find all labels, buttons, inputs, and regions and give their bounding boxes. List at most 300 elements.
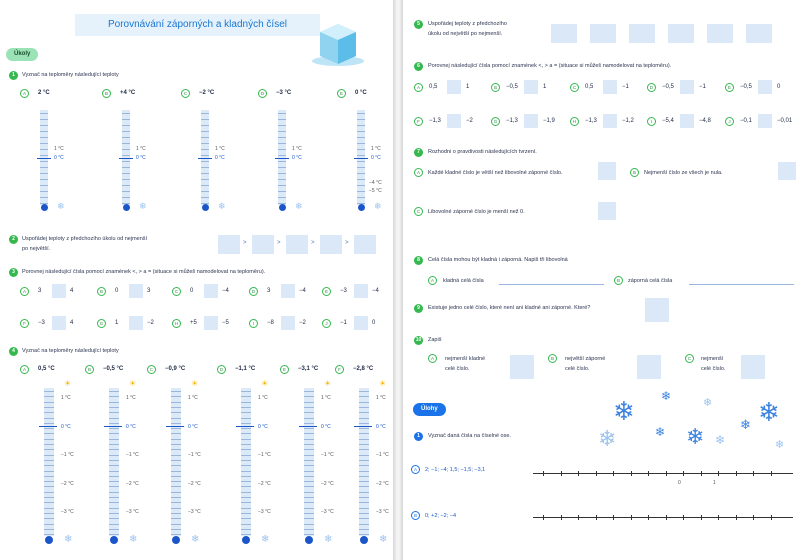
scale-label: 1 °C xyxy=(376,395,386,401)
thermometer-tick xyxy=(109,476,119,477)
compare-number: 0 xyxy=(115,288,119,294)
thermometer-tick xyxy=(278,131,286,132)
thermometer-tick xyxy=(122,143,130,144)
compare-number: −1 xyxy=(699,84,706,90)
thermometer-tick xyxy=(44,492,54,493)
snowflake-icon: ❄ xyxy=(139,201,147,211)
thermometer-tick xyxy=(304,449,314,450)
thermometer-tick xyxy=(40,197,48,198)
thermometer-tick xyxy=(278,143,286,144)
prompt-text: záporná celá čísla xyxy=(628,278,673,284)
temperature-value: −1,1 °C xyxy=(235,366,256,372)
thermometer-tick xyxy=(359,518,369,519)
scale-label: −5 °C xyxy=(369,188,382,194)
thermometer-tick xyxy=(359,508,369,509)
answer-box[interactable] xyxy=(746,24,772,43)
thermometer-tick xyxy=(304,433,314,434)
thermometer-tick xyxy=(359,428,369,429)
thermometer-tick xyxy=(171,508,181,509)
thermometer-tick xyxy=(44,407,54,408)
thermometer-tick xyxy=(109,513,119,514)
thermometer-tick xyxy=(40,143,48,144)
thermometer-tick xyxy=(201,149,209,150)
task-text: Vyznač na teploměry následující teploty xyxy=(22,348,119,354)
thermometer-tick xyxy=(122,131,130,132)
thermometer-tick xyxy=(40,191,48,192)
sign-box[interactable] xyxy=(603,80,617,94)
temperature-value: −0,5 °C xyxy=(103,366,124,372)
thermometer-tick xyxy=(44,518,54,519)
true-false-box[interactable] xyxy=(778,162,796,180)
thermometer-bulb xyxy=(202,204,209,211)
number-line-tick xyxy=(596,515,597,520)
compare-number: −1,3 xyxy=(429,118,441,124)
scale-label: 1 °C xyxy=(371,146,381,152)
sign-box[interactable] xyxy=(281,316,295,330)
snowflake-icon: ❄ xyxy=(379,534,388,545)
number-line-tick xyxy=(683,471,684,476)
option-letter: C xyxy=(685,354,694,363)
thermometer-tick xyxy=(241,396,251,397)
thermometer-tick xyxy=(304,444,314,445)
thermometer-tick xyxy=(359,418,369,419)
thermometer-tick xyxy=(201,125,209,126)
answer-box[interactable] xyxy=(741,355,765,379)
compare-number: −0,01 xyxy=(777,118,793,124)
thermometer-tick xyxy=(109,492,119,493)
thermometer-tick xyxy=(171,497,181,498)
compare-number: −4 xyxy=(222,288,229,294)
thermometer-tick xyxy=(122,197,130,198)
thermometer-tick xyxy=(171,433,181,434)
option-letter: B xyxy=(548,354,557,363)
answer-box[interactable] xyxy=(510,355,534,379)
thermometer-tick xyxy=(171,481,181,482)
task-text: Uspořádej teploty z předchozího xyxy=(428,21,507,27)
scale-label: −3 °C xyxy=(376,509,389,515)
book-gutter xyxy=(393,0,403,560)
compare-number: −0,1 xyxy=(740,118,752,124)
task-text: Porovnej následující čísla pomocí znamének <, > a = (situace si můžeš namodelovat na teploměru). xyxy=(22,269,266,275)
ice-cube-illustration xyxy=(308,16,368,68)
thermometer-tick xyxy=(201,155,209,156)
snowflake-icon: ❄ xyxy=(775,439,785,451)
task-number: 1 xyxy=(414,432,423,441)
thermometer-tick xyxy=(201,119,209,120)
option-letter: F xyxy=(414,117,423,126)
thermometer-tick xyxy=(241,497,251,498)
thermometer-tick xyxy=(109,465,119,466)
scale-label: −1 °C xyxy=(376,452,389,458)
scale-label: −1 °C xyxy=(321,452,334,458)
option-letter: F xyxy=(335,365,344,374)
number-line-tick xyxy=(666,471,667,476)
thermometer-tick xyxy=(109,412,119,413)
scale-label: −2 °C xyxy=(321,481,334,487)
sun-icon: ☀ xyxy=(261,379,269,388)
thermometer-tick xyxy=(109,529,119,530)
thermometer-tick xyxy=(44,497,54,498)
thermometer-tick xyxy=(171,444,181,445)
sign-box[interactable] xyxy=(281,284,295,298)
number-line-tick xyxy=(701,471,702,476)
statement-text: Libovolné záporné číslo je menší než 0. xyxy=(428,209,525,215)
zero-mark xyxy=(39,426,57,427)
thermometer-tick xyxy=(44,534,54,535)
thermometer-tick xyxy=(171,476,181,477)
thermometer-tick xyxy=(359,439,369,440)
scale-label: −3 °C xyxy=(188,509,201,515)
thermometer-tick xyxy=(304,497,314,498)
snowflake-icon: ❄ xyxy=(261,534,270,545)
option-letter: G xyxy=(97,319,106,328)
numbers-text: 2; −1; −4; 1,5; −1,5; −3,1 xyxy=(425,467,486,473)
sign-box[interactable] xyxy=(52,284,66,298)
snowflake-icon: ❄ xyxy=(703,397,713,409)
compare-number: −1 xyxy=(340,320,347,326)
temperature-value: −0,9 °C xyxy=(165,366,186,372)
option-letter: A xyxy=(20,365,29,374)
prompt-text: nejmenší kladné xyxy=(445,356,486,362)
thermometer-tick xyxy=(304,423,314,424)
number-line-axis xyxy=(533,473,793,474)
option-letter: C xyxy=(147,365,156,374)
thermometer-tick xyxy=(171,471,181,472)
scale-label: −3 °C xyxy=(321,509,334,515)
thermometer-tick xyxy=(171,486,181,487)
thermometer-tick xyxy=(278,113,286,114)
scale-label: −4 °C xyxy=(369,180,382,186)
thermometer-tick xyxy=(109,402,119,403)
thermometer-tick xyxy=(304,396,314,397)
sign-box[interactable] xyxy=(680,80,694,94)
temperature-value: −2 °C xyxy=(199,90,215,96)
option-letter: A xyxy=(428,276,437,285)
option-letter: D xyxy=(217,365,226,374)
compare-number: 0,5 xyxy=(585,84,594,90)
thermometer-tick xyxy=(304,529,314,530)
thermometer-tick xyxy=(122,167,130,168)
thermometer-tick xyxy=(171,449,181,450)
thermometer-tick xyxy=(122,179,130,180)
thermometer-tick xyxy=(304,518,314,519)
thermometer-tick xyxy=(40,125,48,126)
answer-box[interactable] xyxy=(668,24,694,43)
answer-box[interactable] xyxy=(551,24,577,43)
thermometer-tick xyxy=(357,137,365,138)
compare-number: −4 xyxy=(299,288,306,294)
thermometer-tick xyxy=(359,529,369,530)
sign-box[interactable] xyxy=(354,284,368,298)
thermometer-tick xyxy=(201,167,209,168)
option-letter: J xyxy=(322,319,331,328)
compare-number: 4 xyxy=(70,288,74,294)
snowflake-icon: ❄ xyxy=(740,417,751,432)
thermometer-tick xyxy=(171,513,181,514)
thermometer-tick xyxy=(109,391,119,392)
sign-box[interactable] xyxy=(354,316,368,330)
answer-line[interactable] xyxy=(689,284,794,285)
thermometer-tick xyxy=(40,167,48,168)
thermometer-tick xyxy=(109,524,119,525)
thermometer-tick xyxy=(44,476,54,477)
thermometer-tick xyxy=(44,508,54,509)
thermometer-tick xyxy=(109,471,119,472)
scale-label: 1 °C xyxy=(215,146,225,152)
task-text: Vyznač na teploměry následující teploty xyxy=(22,72,119,78)
thermometer-tick xyxy=(304,418,314,419)
sign-box[interactable] xyxy=(447,114,461,128)
thermometer-tick xyxy=(241,518,251,519)
thermometer-tick xyxy=(44,471,54,472)
compare-number: 1 xyxy=(466,84,470,90)
scale-label: 0 °C xyxy=(54,155,64,161)
thermometer-tick xyxy=(359,486,369,487)
thermometer-tick xyxy=(241,524,251,525)
task-text: Vyznač daná čísla na číselné ose. xyxy=(428,433,511,439)
answer-box[interactable] xyxy=(590,24,616,43)
thermometer-tick xyxy=(357,125,365,126)
option-letter: D xyxy=(249,287,258,296)
zero-mark xyxy=(275,158,289,159)
sign-box[interactable] xyxy=(204,284,218,298)
thermometer-tick xyxy=(241,402,251,403)
scale-label: 1 °C xyxy=(292,146,302,152)
scale-label: −2 °C xyxy=(61,481,74,487)
thermometer-tick xyxy=(357,179,365,180)
answer-box[interactable] xyxy=(252,235,274,254)
greater-sign: > xyxy=(345,240,349,246)
thermometer-tick xyxy=(44,455,54,456)
answer-line[interactable] xyxy=(499,284,604,285)
option-letter: C xyxy=(172,287,181,296)
thermometer-tick xyxy=(109,444,119,445)
thermometer-tick xyxy=(359,497,369,498)
option-letter: J xyxy=(725,117,734,126)
true-false-box[interactable] xyxy=(598,162,616,180)
thermometer-tick xyxy=(109,497,119,498)
temperature-value: 0,5 °C xyxy=(38,366,55,372)
right-page xyxy=(403,0,800,560)
snowflake-icon: ❄ xyxy=(598,426,617,451)
thermometer-tick xyxy=(171,492,181,493)
thermometer-tick xyxy=(44,433,54,434)
answer-box[interactable] xyxy=(629,24,655,43)
answer-box[interactable] xyxy=(707,24,733,43)
thermometer-tick xyxy=(241,492,251,493)
compare-number: −1,3 xyxy=(585,118,597,124)
thermometer-tick xyxy=(171,402,181,403)
number-line-tick xyxy=(631,515,632,520)
thermometer-tick xyxy=(304,439,314,440)
thermometer-tick xyxy=(359,449,369,450)
compare-number: −1,2 xyxy=(622,118,634,124)
true-false-box[interactable] xyxy=(598,202,616,220)
task-text: Existuje jedno celé číslo, které není ani kladné ani záporné. Které? xyxy=(428,305,591,311)
thermometer-tick xyxy=(241,407,251,408)
thermometer-tick xyxy=(278,179,286,180)
thermometer-bulb xyxy=(110,536,118,544)
thermometer-tick xyxy=(304,524,314,525)
thermometer-tick xyxy=(241,471,251,472)
thermometer-tick xyxy=(359,524,369,525)
zero-mark xyxy=(104,426,122,427)
temperature-value: −3 °C xyxy=(276,90,292,96)
answer-box[interactable] xyxy=(645,298,669,322)
scale-label: −1 °C xyxy=(61,452,74,458)
sign-box[interactable] xyxy=(603,114,617,128)
number-line-tick xyxy=(736,515,737,520)
option-letter: I xyxy=(647,117,656,126)
thermometer-tick xyxy=(109,418,119,419)
compare-number: −1 xyxy=(622,84,629,90)
thermometer-tick xyxy=(122,113,130,114)
snowflake-icon: ❄ xyxy=(191,534,200,545)
thermometer-tick xyxy=(201,113,209,114)
task-text: Zapiš xyxy=(428,337,442,343)
thermometer-tick xyxy=(109,502,119,503)
option-letter: B xyxy=(102,89,111,98)
thermometer-tick xyxy=(241,444,251,445)
zero-mark xyxy=(119,158,133,159)
answer-box[interactable] xyxy=(320,235,342,254)
prompt-text: celé číslo. xyxy=(445,366,470,372)
sign-box[interactable] xyxy=(680,114,694,128)
thermometer-tick xyxy=(278,125,286,126)
number-line-tick xyxy=(613,515,614,520)
thermometer-tick xyxy=(359,433,369,434)
thermometer-tick xyxy=(40,119,48,120)
sign-box[interactable] xyxy=(524,114,538,128)
option-letter: E xyxy=(337,89,346,98)
thermometer-tick xyxy=(122,137,130,138)
thermometer-tick xyxy=(241,486,251,487)
thermometer-tick xyxy=(241,502,251,503)
thermometer-tick xyxy=(241,508,251,509)
greater-sign: > xyxy=(311,240,315,246)
sign-box[interactable] xyxy=(52,316,66,330)
number-line-tick xyxy=(736,471,737,476)
temperature-value: −2,8 °C xyxy=(353,366,374,372)
thermometer-tick xyxy=(357,149,365,150)
thermometer-tick xyxy=(304,407,314,408)
number-line-tick xyxy=(613,471,614,476)
thermometer-tick xyxy=(357,143,365,144)
scale-label: 0 °C xyxy=(376,424,386,430)
task-number: 4 xyxy=(9,347,18,356)
sign-box[interactable] xyxy=(758,114,772,128)
compare-number: −0,5 xyxy=(740,84,752,90)
thermometer-tick xyxy=(357,185,365,186)
compare-number: −2 xyxy=(299,320,306,326)
scale-label: −2 °C xyxy=(258,481,271,487)
option-letter: H xyxy=(570,117,579,126)
option-letter: D xyxy=(647,83,656,92)
ulohy-badge: Úlohy xyxy=(413,403,446,416)
zero-mark xyxy=(198,158,212,159)
answer-box[interactable] xyxy=(354,235,376,254)
number-line-tick xyxy=(578,471,579,476)
thermometer-tick xyxy=(359,412,369,413)
compare-number: −1,9 xyxy=(543,118,555,124)
thermometer-tick xyxy=(122,155,130,156)
thermometer-tick xyxy=(304,402,314,403)
task-text: Celá čísla mohou být kladná i záporná. Napiš tři libovolná xyxy=(428,257,568,263)
snowflake-icon: ❄ xyxy=(613,396,635,426)
sun-icon: ☀ xyxy=(64,379,72,388)
thermometer-bulb xyxy=(360,536,368,544)
thermometer-tick xyxy=(201,143,209,144)
thermometer-tick xyxy=(241,455,251,456)
sign-box[interactable] xyxy=(204,316,218,330)
sign-box[interactable] xyxy=(129,284,143,298)
thermometer-tick xyxy=(201,191,209,192)
thermometer-tick xyxy=(109,518,119,519)
compare-number: +5 xyxy=(190,320,197,326)
thermometer-tick xyxy=(44,529,54,530)
scale-label: 0 °C xyxy=(61,424,71,430)
snowflake-icon: ❄ xyxy=(57,201,65,211)
option-letter: A xyxy=(428,354,437,363)
thermometer-tick xyxy=(359,396,369,397)
temperature-value: 0 °C xyxy=(355,90,367,96)
number-line-tick xyxy=(718,471,719,476)
statement-text: Každé kladné číslo je větší než libovolné záporné číslo. xyxy=(428,170,563,176)
number-line-tick xyxy=(771,515,772,520)
zero-mark xyxy=(299,426,317,427)
option-letter: E xyxy=(280,365,289,374)
sign-box[interactable] xyxy=(447,80,461,94)
thermometer-tick xyxy=(278,137,286,138)
number-line-tick xyxy=(753,515,754,520)
thermometer-tick xyxy=(278,155,286,156)
thermometer-tick xyxy=(359,513,369,514)
answer-box[interactable] xyxy=(218,235,240,254)
option-letter: B xyxy=(411,511,420,520)
answer-box[interactable] xyxy=(286,235,308,254)
compare-number: −3 xyxy=(340,288,347,294)
thermometer-tick xyxy=(171,428,181,429)
thermometer-bulb xyxy=(305,536,313,544)
thermometer-tick xyxy=(40,113,48,114)
thermometer-tick xyxy=(359,455,369,456)
thermometer-tick xyxy=(40,137,48,138)
sign-box[interactable] xyxy=(758,80,772,94)
thermometer-tick xyxy=(44,391,54,392)
scale-label: 0 °C xyxy=(215,155,225,161)
option-letter: E xyxy=(725,83,734,92)
zero-mark xyxy=(166,426,184,427)
thermometer-tick xyxy=(171,534,181,535)
thermometer-tick xyxy=(44,465,54,466)
task-text: Uspořádej teploty z předchozího úkolu od nejmenší xyxy=(22,236,148,242)
sign-box[interactable] xyxy=(129,316,143,330)
task-number: 6 xyxy=(414,62,423,71)
thermometer-bulb xyxy=(41,204,48,211)
answer-box[interactable] xyxy=(637,355,661,379)
sign-box[interactable] xyxy=(524,80,538,94)
thermometer-tick xyxy=(241,460,251,461)
thermometer-tick xyxy=(40,185,48,186)
task-number: 9 xyxy=(414,304,423,313)
sun-icon: ☀ xyxy=(129,379,137,388)
thermometer-tick xyxy=(304,534,314,535)
number-line-tick xyxy=(718,515,719,520)
thermometer-tick xyxy=(359,402,369,403)
thermometer-tick xyxy=(304,492,314,493)
thermometer-tick xyxy=(122,125,130,126)
option-letter: A xyxy=(20,89,29,98)
